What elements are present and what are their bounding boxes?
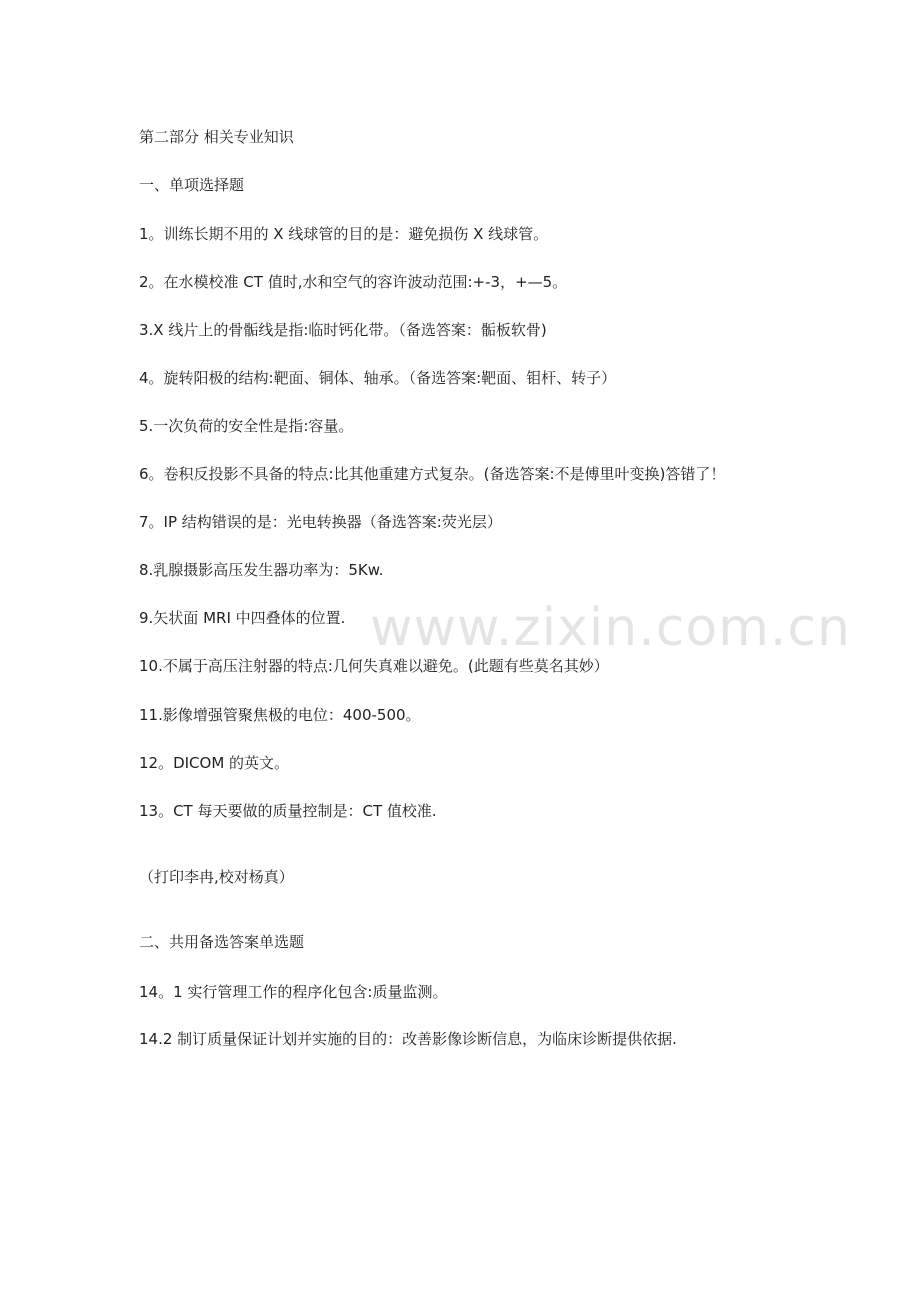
credit-note: （打印李冉,校对杨真） <box>139 868 294 886</box>
question-item-12: 12。DICOM 的英文。 <box>139 754 290 772</box>
question-item-3: 3.X 线片上的骨骺线是指:临时钙化带。（备选答案：骺板软骨) <box>139 321 547 339</box>
question-item-7: 7。IP 结构错误的是：光电转换器（备选答案:荧光层） <box>139 513 502 531</box>
question-item-11: 11.影像增强管聚焦极的电位：400-500。 <box>139 706 421 724</box>
part1-heading: 一、单项选择题 <box>139 176 245 194</box>
site-watermark: www.zixin.com.cn <box>370 598 851 658</box>
question-item-1: 1。训练长期不用的 X 线球管的目的是：避免损伤 X 线球管。 <box>139 225 549 243</box>
question-item-8: 8.乳腺摄影高压发生器功率为：5Kw. <box>139 561 384 579</box>
question-item-13: 13。CT 每天要做的质量控制是：CT 值校准. <box>139 802 437 820</box>
question-item-4: 4。旋转阳极的结构:靶面、铜体、轴承。（备选答案:靶面、钼杆、转子） <box>139 369 617 387</box>
question-item-5: 5.一次负荷的安全性是指:容量。 <box>139 417 354 435</box>
section-title: 第二部分 相关专业知识 <box>139 128 294 146</box>
question-item-2: 2。在水模校准 CT 值时,水和空气的容许波动范围:+-3，+—5。 <box>139 273 568 291</box>
question-item-14-1: 14。1 实行管理工作的程序化包含:质量监测。 <box>139 983 448 1001</box>
part2-heading: 二、共用备选答案单选题 <box>139 933 305 951</box>
question-item-10: 10.不属于高压注射器的特点:几何失真难以避免。(此题有些莫名其妙） <box>139 657 609 675</box>
question-item-14-2: 14.2 制订质量保证计划并实施的目的：改善影像诊断信息，为临床诊断提供依据. <box>139 1030 677 1048</box>
question-item-6: 6。卷积反投影不具备的特点:比其他重建方式复杂。(备选答案:不是傅里叶变换)答错了！ <box>139 465 726 483</box>
question-item-9: 9.矢状面 MRI 中四叠体的位置. <box>139 609 346 627</box>
